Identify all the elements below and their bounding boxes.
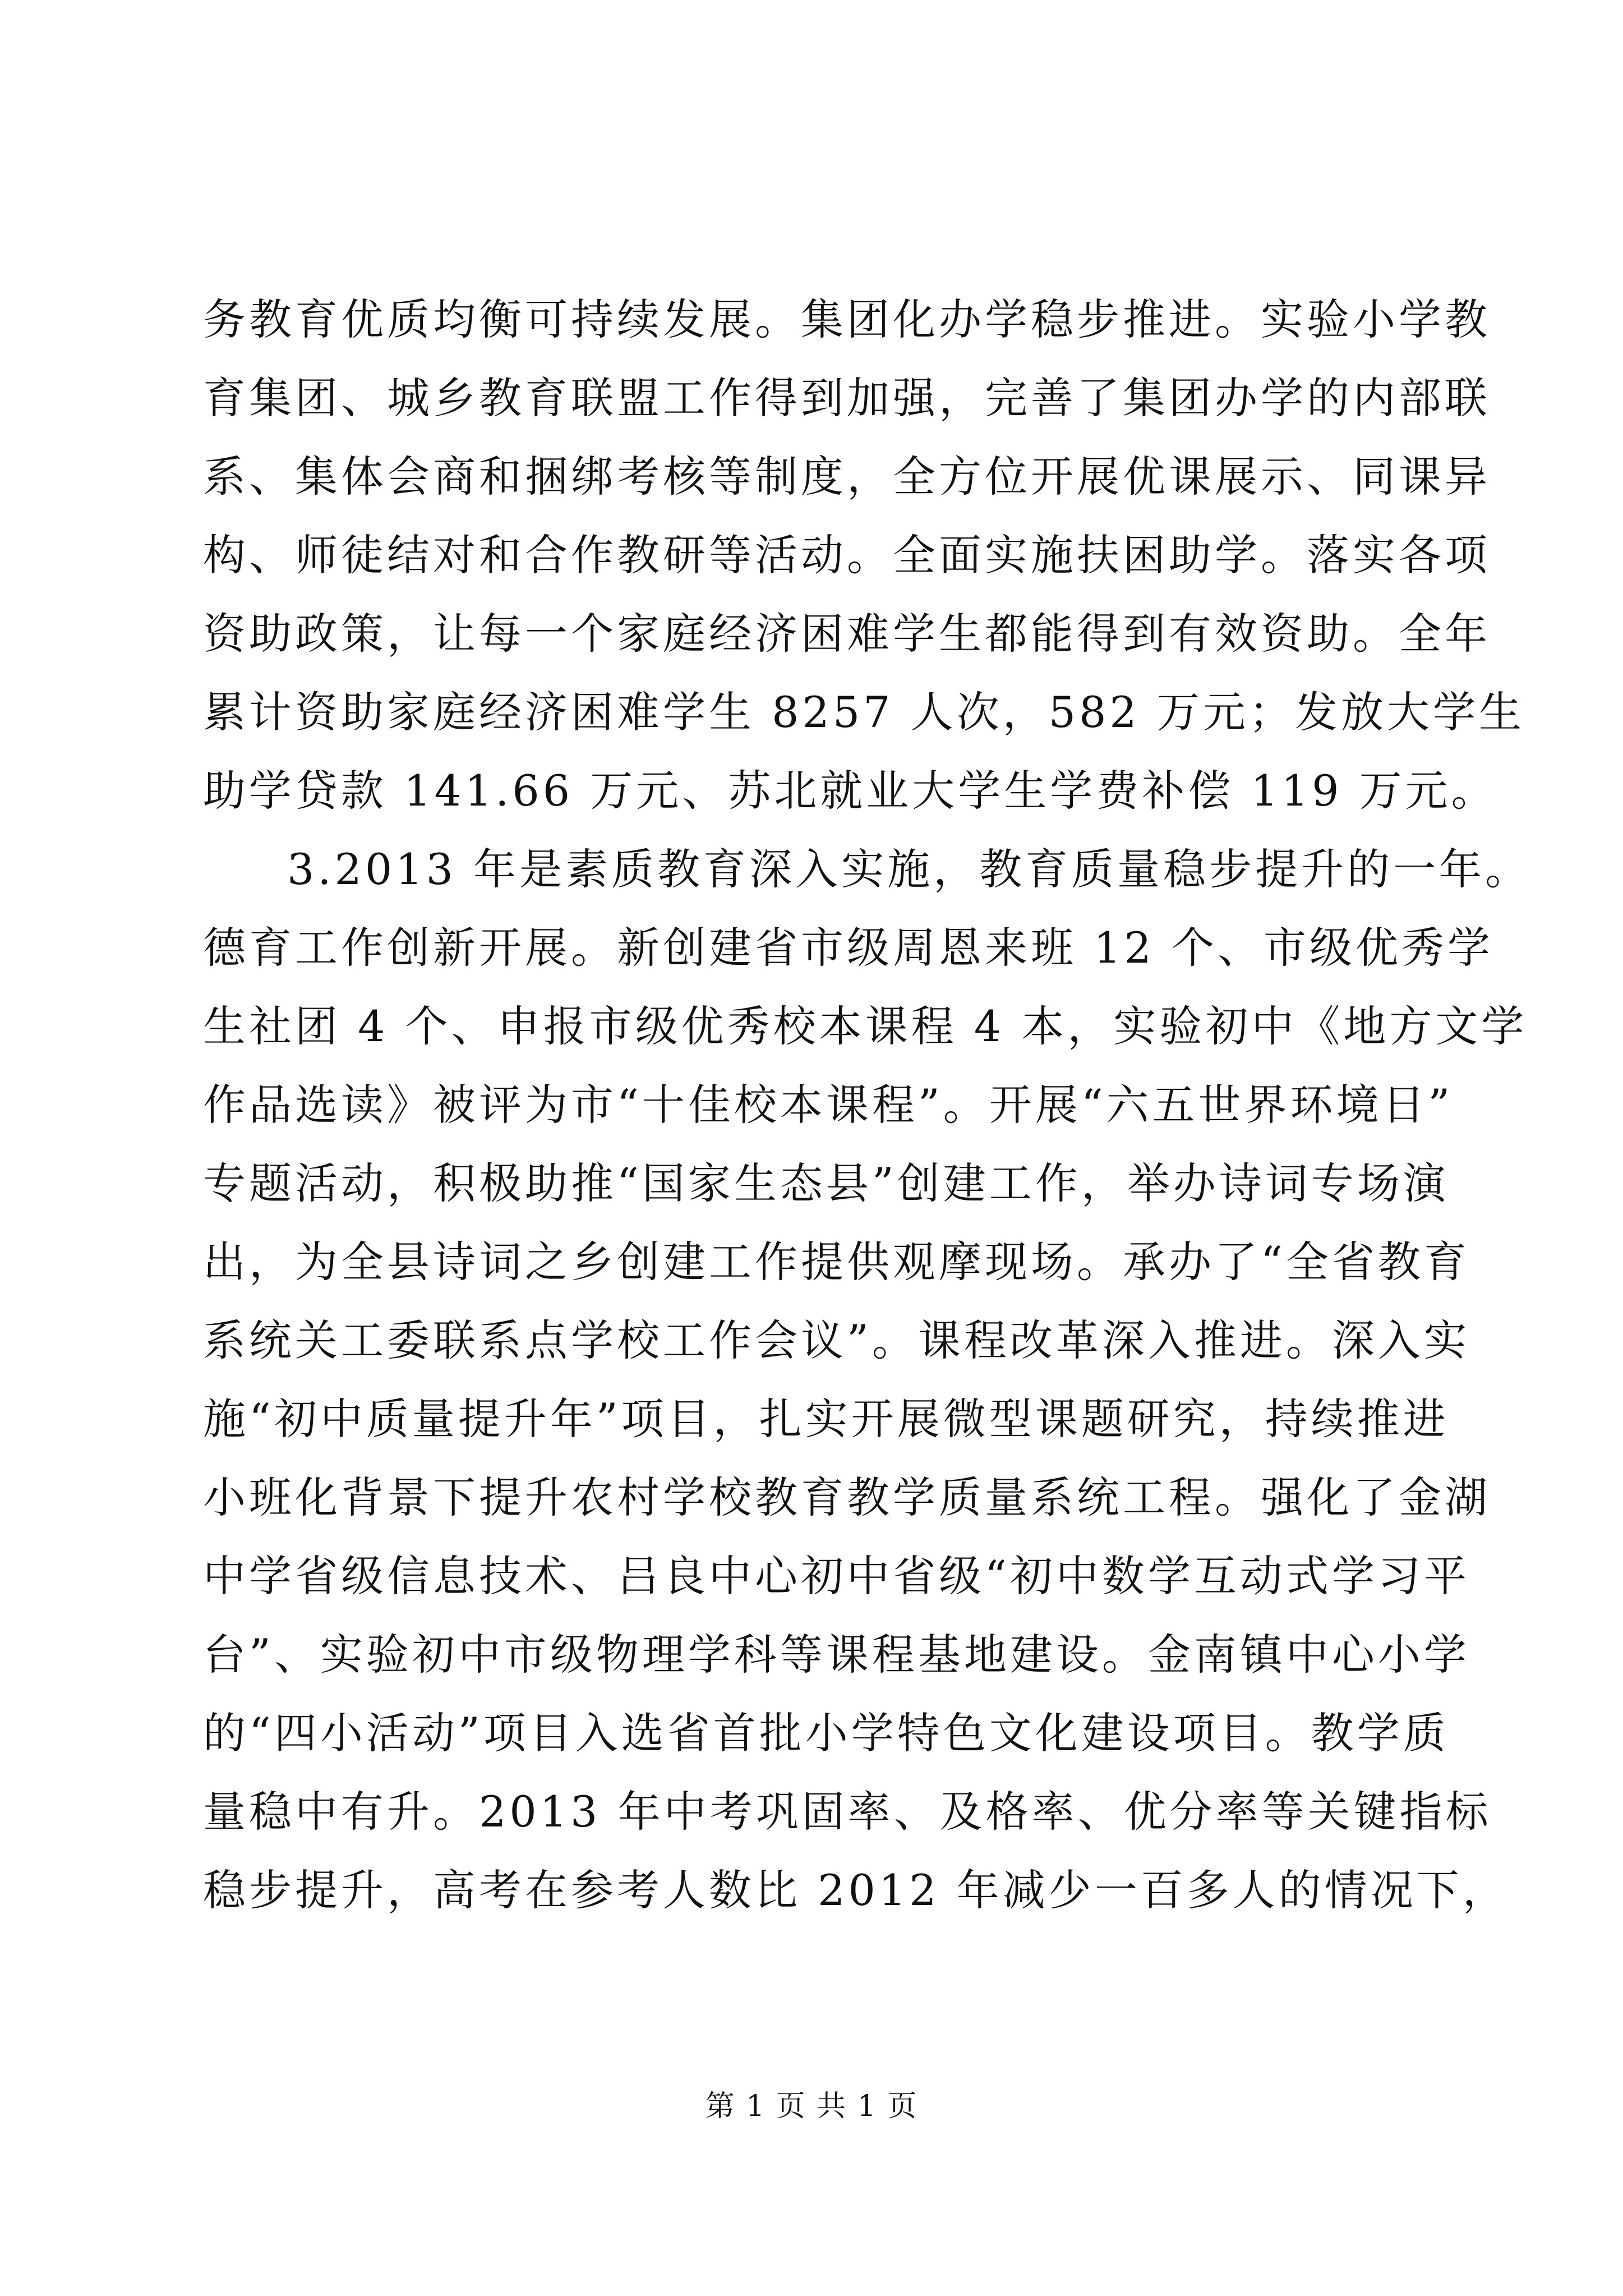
text-line-2: 育集团、城乡教育联盟工作得到加强，完善了集团办学的内部联	[203, 373, 1491, 423]
page-number-footer: 第 1 页 共 1 页	[705, 2090, 918, 2123]
text-line-14: 系统关工委联系点学校工作会议”。课程改革深入推进。深入实	[203, 1315, 1470, 1365]
text-line-17: 中学省级信息技术、吕良中心初中省级“初中数学互动式学习平	[203, 1551, 1470, 1601]
text-line-5: 资助政策，让每一个家庭经济困难学生都能得到有效资助。全年	[203, 609, 1491, 659]
text-line-7: 助学贷款 141.66 万元、苏北就业大学生学费补偿 119 万元。	[203, 766, 1497, 816]
text-line-6: 累计资助家庭经济困难学生 8257 人次，582 万元；发放大学生	[203, 687, 1525, 737]
text-line-1: 务教育优质均衡可持续发展。集团化办学稳步推进。实验小学教	[203, 295, 1491, 344]
text-line-4: 构、师徒结对和合作教研等活动。全面实施扶困助学。落实各项	[203, 530, 1491, 580]
text-line-11: 作品选读》被评为市“十佳校本课程”。开展“六五世界环境日”	[203, 1080, 1454, 1130]
text-line-12: 专题活动，积极助推“国家生态县”创建工作，举办诗词专场演	[203, 1158, 1449, 1208]
text-line-16: 小班化背景下提升农村学校教育教学质量系统工程。强化了金湖	[203, 1473, 1491, 1522]
text-line-19: 的“四小活动”项目入选省首批小学特色文化建设项目。教学质	[203, 1708, 1449, 1758]
paragraph-3-first-line: 3.2013 年是素质教育深入实施，教育质量稳步提升的一年。	[287, 844, 1532, 894]
text-line-13: 出，为全县诗词之乡创建工作提供观摩现场。承办了“全省教育	[203, 1237, 1470, 1287]
text-line-15: 施“初中质量提升年”项目，扎实开展微型课题研究，持续推进	[203, 1394, 1449, 1444]
text-line-18: 台”、实验初中市级物理学科等课程基地建设。金南镇中心小学	[203, 1630, 1470, 1680]
text-line-3: 系、集体会商和捆绑考核等制度，全方位开展优课展示、同课异	[203, 452, 1491, 501]
text-line-21: 稳步提升，高考在参考人数比 2012 年减少一百多人的情况下，	[203, 1865, 1509, 1915]
text-line-10: 生社团 4 个、申报市级优秀校本课程 4 本，实验初中《地方文学	[203, 1001, 1528, 1051]
text-line-9: 德育工作创新开展。新创建省市级周恩来班 12 个、市级优秀学	[203, 923, 1494, 973]
text-line-20: 量稳中有升。2013 年中考巩固率、及格率、优分率等关键指标	[203, 1787, 1492, 1837]
